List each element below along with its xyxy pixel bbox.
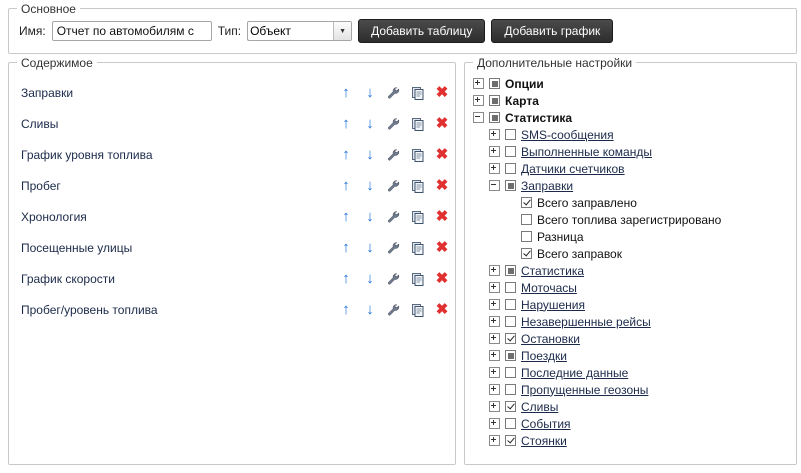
chevron-down-icon: ▼ <box>333 22 351 40</box>
move-up-icon[interactable]: ↑ <box>342 177 350 194</box>
main-panel <box>8 2 797 54</box>
tree-node-label[interactable]: Датчики счетчиков <box>521 161 625 176</box>
copy-icon[interactable] <box>411 271 425 287</box>
expand-icon[interactable] <box>489 435 500 446</box>
tree-node-checkbox[interactable] <box>505 435 516 446</box>
expand-icon[interactable] <box>489 299 500 310</box>
content-item-actions <box>339 178 449 194</box>
tree-node <box>465 211 792 228</box>
tree-node-label[interactable]: Поездки <box>521 348 567 363</box>
tree-node-label: Всего заправок <box>537 246 622 261</box>
tree-node <box>465 432 792 449</box>
content-item-row <box>9 77 455 108</box>
tree-node-label[interactable]: Последние данные <box>521 365 629 380</box>
tree-node-checkbox[interactable] <box>505 180 516 191</box>
collapse-icon[interactable] <box>473 112 484 123</box>
tree-node-checkbox[interactable] <box>505 333 516 344</box>
content-item-row <box>9 263 455 294</box>
tree-node <box>465 415 792 432</box>
tree-node-label: Карта <box>505 93 539 108</box>
tree-node <box>465 330 792 347</box>
wrench-icon[interactable] <box>387 178 401 194</box>
content-item-actions <box>339 271 449 287</box>
tree-node <box>465 245 792 262</box>
type-label: Тип: <box>217 24 242 38</box>
tree-node-label[interactable]: Нарушения <box>521 297 586 312</box>
tree-node <box>465 262 792 279</box>
tree-node <box>465 126 792 143</box>
move-down-icon[interactable]: ↓ <box>366 301 374 318</box>
tree-node-label: Всего топлива зарегистрировано <box>537 212 722 227</box>
tree-node-checkbox[interactable] <box>505 367 516 378</box>
wrench-icon[interactable] <box>387 302 401 318</box>
content-item-row <box>9 139 455 170</box>
tree-node <box>465 92 792 109</box>
move-up-icon[interactable]: ↑ <box>342 239 350 256</box>
wrench-icon[interactable] <box>387 209 401 225</box>
tree-node-checkbox[interactable] <box>505 146 516 157</box>
name-label: Имя: <box>19 24 46 38</box>
tree-node-checkbox[interactable] <box>505 401 516 412</box>
content-item-row <box>9 201 455 232</box>
tree-node-checkbox[interactable] <box>505 384 516 395</box>
tree-node-checkbox[interactable] <box>505 265 516 276</box>
tree-node-label[interactable]: События <box>521 416 571 431</box>
tree-node-checkbox[interactable] <box>505 129 516 140</box>
content-item-label: Заправки <box>21 85 74 100</box>
expand-icon[interactable] <box>489 129 500 140</box>
report-type-select-wrap <box>247 21 352 41</box>
expander-placeholder <box>505 248 516 259</box>
tree-node <box>465 160 792 177</box>
move-down-icon[interactable]: ↓ <box>366 177 374 194</box>
expander-placeholder <box>505 214 516 225</box>
delete-icon[interactable]: ✖ <box>435 84 449 101</box>
move-down-icon[interactable]: ↓ <box>366 208 374 225</box>
move-up-icon[interactable]: ↑ <box>342 146 350 163</box>
content-item-label: Посещенные улицы <box>21 240 133 255</box>
tree-node <box>465 75 792 92</box>
content-item-label: Пробег <box>21 178 61 193</box>
expand-icon[interactable] <box>489 333 500 344</box>
content-item-actions <box>339 147 449 163</box>
content-item-label: Хронология <box>21 209 87 224</box>
content-item-actions <box>339 209 449 225</box>
add-table-button[interactable]: Добавить таблицу <box>358 19 485 43</box>
tree-node-checkbox[interactable] <box>489 112 500 123</box>
expander-placeholder <box>505 231 516 242</box>
tree-node-label: Всего заправлено <box>537 195 637 210</box>
move-up-icon[interactable]: ↑ <box>342 301 350 318</box>
tree-node-label: Опции <box>505 76 544 91</box>
content-item-actions <box>339 116 449 132</box>
tree-node-label[interactable]: Пропущенные геозоны <box>521 382 649 397</box>
tree-node-checkbox[interactable] <box>521 248 532 259</box>
tree-node-label[interactable]: Моточасы <box>521 280 577 295</box>
copy-icon[interactable] <box>411 209 425 225</box>
expand-icon[interactable] <box>489 146 500 157</box>
tree-node-label[interactable]: Заправки <box>521 178 574 193</box>
expand-icon[interactable] <box>489 282 500 293</box>
wrench-icon[interactable] <box>387 85 401 101</box>
wrench-icon[interactable] <box>387 240 401 256</box>
tree-node-checkbox[interactable] <box>489 95 500 106</box>
report-name-input[interactable] <box>52 21 212 41</box>
content-item-actions <box>339 302 449 318</box>
content-item-row <box>9 294 455 325</box>
delete-icon[interactable]: ✖ <box>435 301 449 318</box>
expand-icon[interactable] <box>489 367 500 378</box>
content-item-label: График уровня топлива <box>21 147 153 162</box>
tree-node-checkbox[interactable] <box>505 163 516 174</box>
content-panel <box>8 56 456 465</box>
expand-icon[interactable] <box>473 78 484 89</box>
content-item-row <box>9 232 455 263</box>
tree-node-label[interactable]: Незавершенные рейсы <box>521 314 651 329</box>
tree-node-label[interactable]: SMS-сообщения <box>521 127 614 142</box>
settings-tree <box>465 75 792 460</box>
content-item-row <box>9 108 455 139</box>
tree-node-checkbox[interactable] <box>505 282 516 293</box>
expand-icon[interactable] <box>489 265 500 276</box>
wrench-icon[interactable] <box>387 116 401 132</box>
content-panel-legend: Содержимое <box>17 56 97 70</box>
copy-icon[interactable] <box>411 85 425 101</box>
main-panel-legend: Основное <box>17 2 80 16</box>
tree-node <box>465 398 792 415</box>
move-up-icon[interactable]: ↑ <box>342 84 350 101</box>
tree-node <box>465 279 792 296</box>
copy-icon[interactable] <box>411 240 425 256</box>
expander-placeholder <box>505 197 516 208</box>
copy-icon[interactable] <box>411 116 425 132</box>
move-up-icon[interactable]: ↑ <box>342 115 350 132</box>
settings-panel <box>464 56 797 465</box>
tree-node-checkbox[interactable] <box>489 78 500 89</box>
tree-node <box>465 143 792 160</box>
content-item-list <box>9 77 455 325</box>
tree-node-label: Статистика <box>505 110 573 125</box>
wrench-icon[interactable] <box>387 271 401 287</box>
delete-icon[interactable]: ✖ <box>435 208 449 225</box>
tree-node <box>465 228 792 245</box>
content-item-row <box>9 170 455 201</box>
content-item-actions <box>339 240 449 256</box>
settings-panel-legend: Дополнительные настройки <box>473 56 636 70</box>
tree-node-checkbox[interactable] <box>521 214 532 225</box>
tree-node-checkbox[interactable] <box>521 231 532 242</box>
expand-icon[interactable] <box>489 401 500 412</box>
move-down-icon[interactable]: ↓ <box>366 239 374 256</box>
delete-icon[interactable]: ✖ <box>435 146 449 163</box>
tree-node <box>465 296 792 313</box>
content-item-label: Сливы <box>21 116 59 131</box>
expand-icon[interactable] <box>489 163 500 174</box>
expand-icon[interactable] <box>489 418 500 429</box>
content-item-label: Пробег/уровень топлива <box>21 302 158 317</box>
tree-node-label[interactable]: Стоянки <box>521 433 567 448</box>
tree-node <box>465 347 792 364</box>
tree-node <box>465 364 792 381</box>
copy-icon[interactable] <box>411 302 425 318</box>
move-up-icon[interactable]: ↑ <box>342 270 350 287</box>
move-down-icon[interactable]: ↓ <box>366 115 374 132</box>
tree-node-checkbox[interactable] <box>505 299 516 310</box>
tree-node-label[interactable]: Остановки <box>521 331 580 346</box>
content-item-label: График скорости <box>21 271 115 286</box>
tree-node-label[interactable]: Выполненные команды <box>521 144 652 159</box>
move-down-icon[interactable]: ↓ <box>366 84 374 101</box>
delete-icon[interactable]: ✖ <box>435 177 449 194</box>
copy-icon[interactable] <box>411 147 425 163</box>
expand-icon[interactable] <box>489 384 500 395</box>
expand-icon[interactable] <box>489 316 500 327</box>
report-type-select[interactable] <box>247 21 352 41</box>
delete-icon[interactable]: ✖ <box>435 270 449 287</box>
tree-node <box>465 109 792 126</box>
add-chart-button[interactable]: Добавить график <box>491 19 613 43</box>
wrench-icon[interactable] <box>387 147 401 163</box>
tree-node-checkbox[interactable] <box>505 418 516 429</box>
content-item-actions <box>339 85 449 101</box>
expand-icon[interactable] <box>473 95 484 106</box>
tree-node-label[interactable]: Сливы <box>521 399 559 414</box>
move-up-icon[interactable]: ↑ <box>342 208 350 225</box>
collapse-icon[interactable] <box>489 180 500 191</box>
tree-node-checkbox[interactable] <box>505 350 516 361</box>
copy-icon[interactable] <box>411 178 425 194</box>
tree-node <box>465 381 792 398</box>
tree-node-label[interactable]: Статистика <box>521 263 585 278</box>
delete-icon[interactable]: ✖ <box>435 115 449 132</box>
tree-node-label: Разница <box>537 229 584 244</box>
expand-icon[interactable] <box>489 350 500 361</box>
tree-node <box>465 177 792 194</box>
move-down-icon[interactable]: ↓ <box>366 146 374 163</box>
tree-node <box>465 194 792 211</box>
tree-node <box>465 313 792 330</box>
tree-node-checkbox[interactable] <box>521 197 532 208</box>
move-down-icon[interactable]: ↓ <box>366 270 374 287</box>
delete-icon[interactable]: ✖ <box>435 239 449 256</box>
main-panel-row <box>19 19 613 43</box>
tree-node-checkbox[interactable] <box>505 316 516 327</box>
